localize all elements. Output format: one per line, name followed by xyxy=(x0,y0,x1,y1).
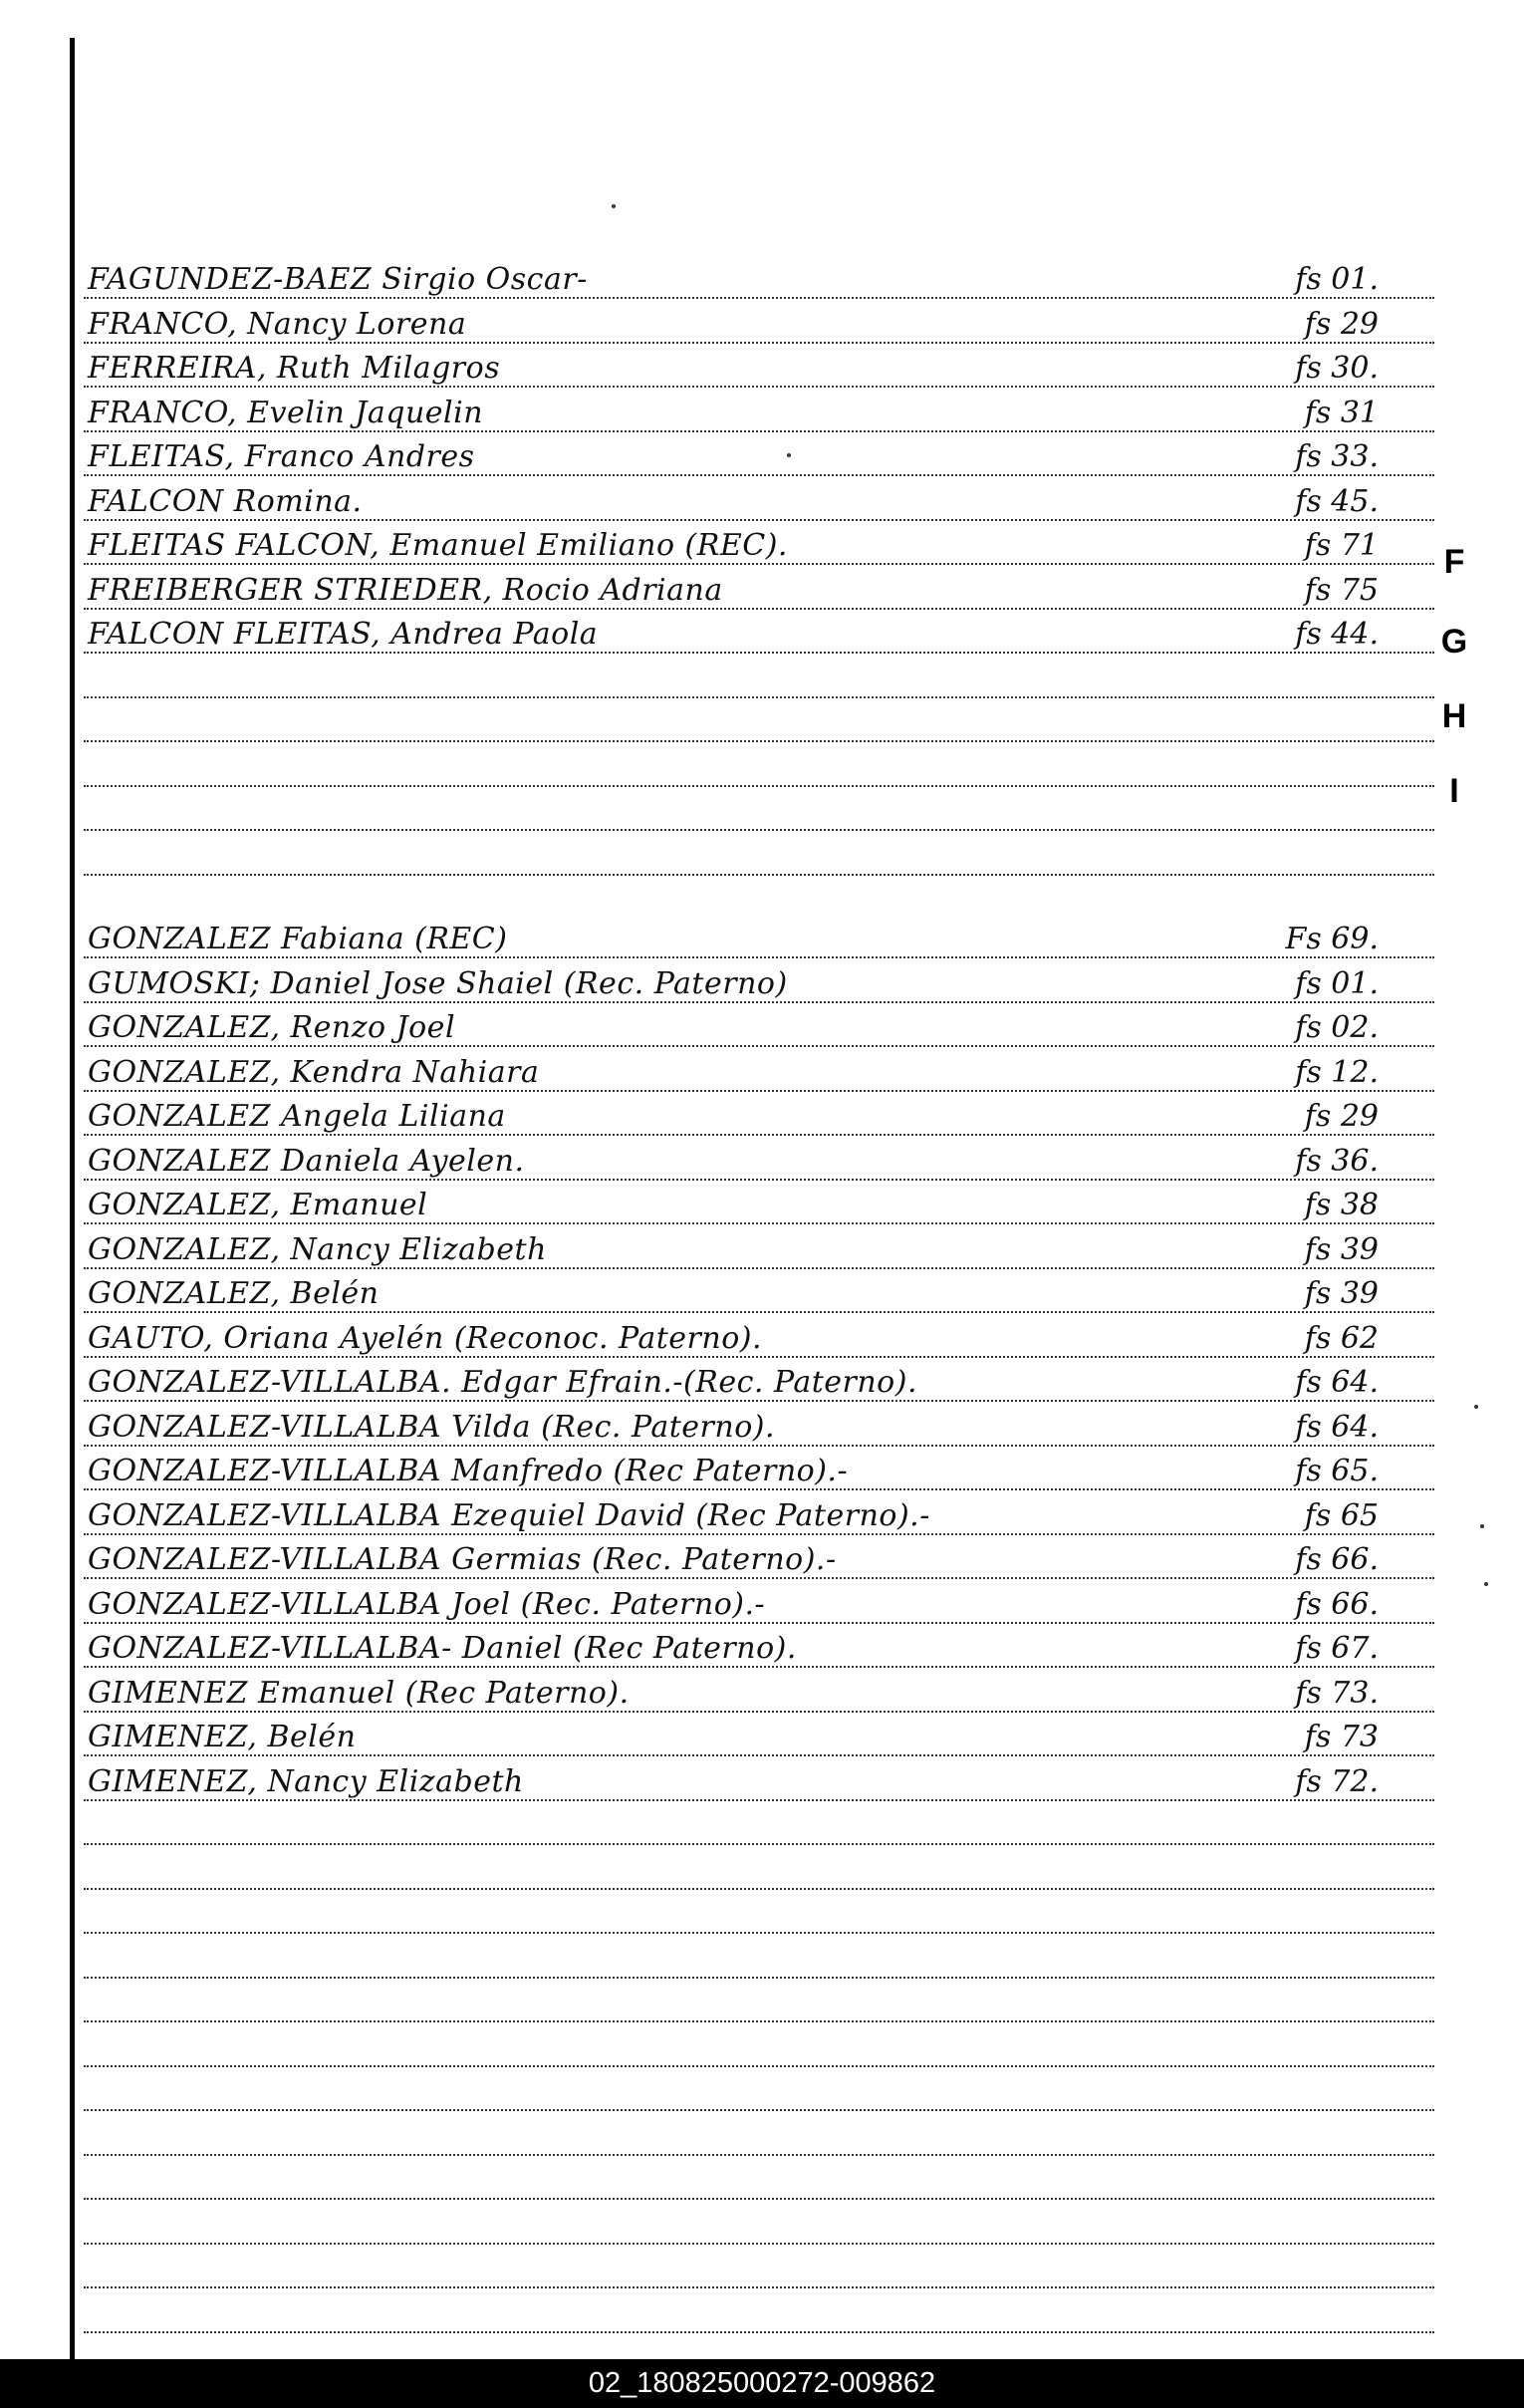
ruled-line xyxy=(84,2243,1434,2245)
ruled-line xyxy=(84,1977,1434,1979)
ledger-entry xyxy=(84,1491,1434,1535)
entry-folio: fs 73 xyxy=(1304,1720,1379,1754)
ruled-line xyxy=(84,874,1434,876)
ruled-line xyxy=(84,2109,1434,2111)
ledger-entry xyxy=(84,1137,1434,1181)
entry-name: GONZALEZ-VILLALBA Vilda (Rec. Paterno). xyxy=(88,1410,776,1445)
ledger-entry xyxy=(84,1225,1434,1269)
scan-speck xyxy=(1484,1582,1488,1586)
ruled-line xyxy=(84,2154,1434,2156)
entry-name: GONZALEZ-VILLALBA Germias (Rec. Paterno).- xyxy=(88,1542,837,1577)
ledger-entry xyxy=(84,566,1434,610)
entry-folio: fs 65. xyxy=(1295,1454,1379,1488)
ledger-entry xyxy=(84,477,1434,521)
entry-folio: fs 39 xyxy=(1304,1232,1379,1267)
ledger-entry xyxy=(84,1713,1434,1756)
entry-name: FREIBERGER STRIEDER, Rocio Adriana xyxy=(88,573,723,608)
ledger-entry xyxy=(84,1314,1434,1358)
ledger-entry xyxy=(84,1624,1434,1668)
ledger-entry xyxy=(84,1358,1434,1402)
ledger-entry xyxy=(84,1535,1434,1579)
ledger-entry xyxy=(84,1580,1434,1624)
entry-folio: fs 33. xyxy=(1295,439,1379,474)
entry-name: GONZALEZ Angela Liliana xyxy=(88,1099,506,1134)
ledger-entry xyxy=(84,1447,1434,1490)
entry-folio: fs 29 xyxy=(1304,1099,1379,1134)
entry-name: GONZALEZ-VILLALBA. Edgar Efrain.-(Rec. Paterno). xyxy=(88,1365,917,1400)
ruled-line xyxy=(84,2331,1434,2333)
ledger-entry xyxy=(84,432,1434,476)
entry-name: GONZALEZ-VILLALBA Manfredo (Rec Paterno).- xyxy=(88,1454,849,1488)
entry-name: GONZALEZ, Renzo Joel xyxy=(88,1010,456,1045)
entry-folio: fs 72. xyxy=(1295,1764,1379,1799)
entry-folio: fs 64. xyxy=(1295,1410,1379,1445)
entry-name: GONZALEZ Daniela Ayelen. xyxy=(88,1144,525,1179)
entry-folio: fs 67. xyxy=(1295,1631,1379,1666)
entry-name: GIMENEZ, Belén xyxy=(88,1720,357,1754)
ruled-line xyxy=(84,1888,1434,1890)
entry-name: GIMENEZ Emanuel (Rec Paterno). xyxy=(88,1676,630,1711)
entry-folio: fs 73. xyxy=(1295,1676,1379,1711)
ruled-line xyxy=(84,2198,1434,2200)
scan-speck xyxy=(1480,1524,1484,1528)
entry-name: FLEITAS FALCON, Emanuel Emiliano (REC). xyxy=(88,528,788,563)
entry-folio: fs 64. xyxy=(1295,1365,1379,1400)
entry-name: GONZALEZ, Belén xyxy=(88,1276,380,1311)
scan-speck xyxy=(612,204,616,208)
ledger-entry xyxy=(84,1092,1434,1136)
ruled-line xyxy=(84,740,1434,742)
document-code: 02_180825000272-009862 xyxy=(588,2367,936,2399)
entry-folio: fs 02. xyxy=(1295,1010,1379,1045)
ledger-entry xyxy=(84,1757,1434,1801)
entry-name: GONZALEZ, Kendra Nahiara xyxy=(88,1055,540,1090)
entry-folio: fs 36. xyxy=(1295,1144,1379,1179)
entry-folio: fs 29 xyxy=(1304,307,1379,342)
entry-folio: fs 44. xyxy=(1295,617,1379,652)
entry-folio: fs 45. xyxy=(1295,484,1379,519)
ruled-line xyxy=(84,1843,1434,1845)
entry-folio: fs 66. xyxy=(1295,1587,1379,1622)
ledger-entry xyxy=(84,1181,1434,1224)
entry-name: FRANCO, Evelin Jaquelin xyxy=(88,396,484,430)
entry-folio: fs 30. xyxy=(1295,351,1379,386)
entry-folio: fs 65 xyxy=(1304,1498,1379,1533)
ruled-line xyxy=(84,785,1434,787)
index-letter-f: F xyxy=(1443,543,1465,581)
entry-name: GIMENEZ, Nancy Elizabeth xyxy=(88,1764,524,1799)
entry-folio: fs 62 xyxy=(1304,1321,1379,1356)
ledger-entry xyxy=(84,1269,1434,1313)
entry-name: GONZALEZ-VILLALBA Ezequiel David (Rec Paterno).- xyxy=(88,1498,930,1533)
scan-speck xyxy=(1474,1405,1478,1409)
entry-name: GUMOSKI; Daniel Jose Shaiel (Rec. Paterno) xyxy=(88,966,788,1001)
ledger-entry xyxy=(84,915,1434,958)
entry-name: GONZALEZ, Nancy Elizabeth xyxy=(88,1232,547,1267)
entry-name: GONZALEZ-VILLALBA- Daniel (Rec Paterno). xyxy=(88,1631,797,1666)
ruled-line xyxy=(84,2020,1434,2022)
ledger-entry xyxy=(84,959,1434,1003)
entry-name: GONZALEZ Fabiana (REC) xyxy=(88,922,508,956)
entry-name: GONZALEZ, Emanuel xyxy=(88,1188,428,1222)
ledger-entry xyxy=(84,300,1434,344)
ruled-line xyxy=(84,2065,1434,2067)
ledger-entry xyxy=(84,1003,1434,1047)
entry-folio: fs 66. xyxy=(1295,1542,1379,1577)
ruled-line xyxy=(84,2286,1434,2288)
ledger-entry xyxy=(84,389,1434,432)
index-letter-i: I xyxy=(1449,772,1459,810)
entry-name: FAGUNDEZ-BAEZ Sirgio Oscar- xyxy=(88,262,588,297)
entry-name: FRANCO, Nancy Lorena xyxy=(88,307,467,342)
margin-line xyxy=(70,38,75,2359)
entry-folio: fs 75 xyxy=(1304,573,1379,608)
entry-folio: fs 38 xyxy=(1304,1188,1379,1222)
entry-folio: fs 01. xyxy=(1295,966,1379,1001)
ruled-line xyxy=(84,829,1434,831)
entry-name: GONZALEZ-VILLALBA Joel (Rec. Paterno).- xyxy=(88,1587,766,1622)
entry-folio: fs 31 xyxy=(1304,396,1379,430)
entry-folio: Fs 69. xyxy=(1285,922,1379,956)
ledger-entry xyxy=(84,521,1434,565)
entry-folio: fs 39 xyxy=(1304,1276,1379,1311)
ledger-entry xyxy=(84,1669,1434,1713)
ruled-line xyxy=(84,1932,1434,1934)
index-letter-g: G xyxy=(1440,623,1468,661)
ledger-entry xyxy=(84,255,1434,299)
entry-name: FALCON Romina. xyxy=(88,484,363,519)
ledger-entry xyxy=(84,1048,1434,1092)
entry-name: FALCON FLEITAS, Andrea Paola xyxy=(88,617,599,652)
ruled-line xyxy=(84,696,1434,698)
entry-name: FLEITAS, Franco Andres xyxy=(88,439,475,474)
ledger-entry xyxy=(84,344,1434,388)
ledger-entry xyxy=(84,610,1434,654)
entry-folio: fs 12. xyxy=(1295,1055,1379,1090)
entry-folio: fs 01. xyxy=(1295,262,1379,297)
scan-speck xyxy=(787,453,791,457)
entry-name: FERREIRA, Ruth Milagros xyxy=(88,351,501,386)
index-letter-h: H xyxy=(1441,697,1467,735)
entry-name: GAUTO, Oriana Ayelén (Reconoc. Paterno). xyxy=(88,1321,763,1356)
entry-folio: fs 71 xyxy=(1304,528,1379,563)
ledger-entry xyxy=(84,1403,1434,1447)
